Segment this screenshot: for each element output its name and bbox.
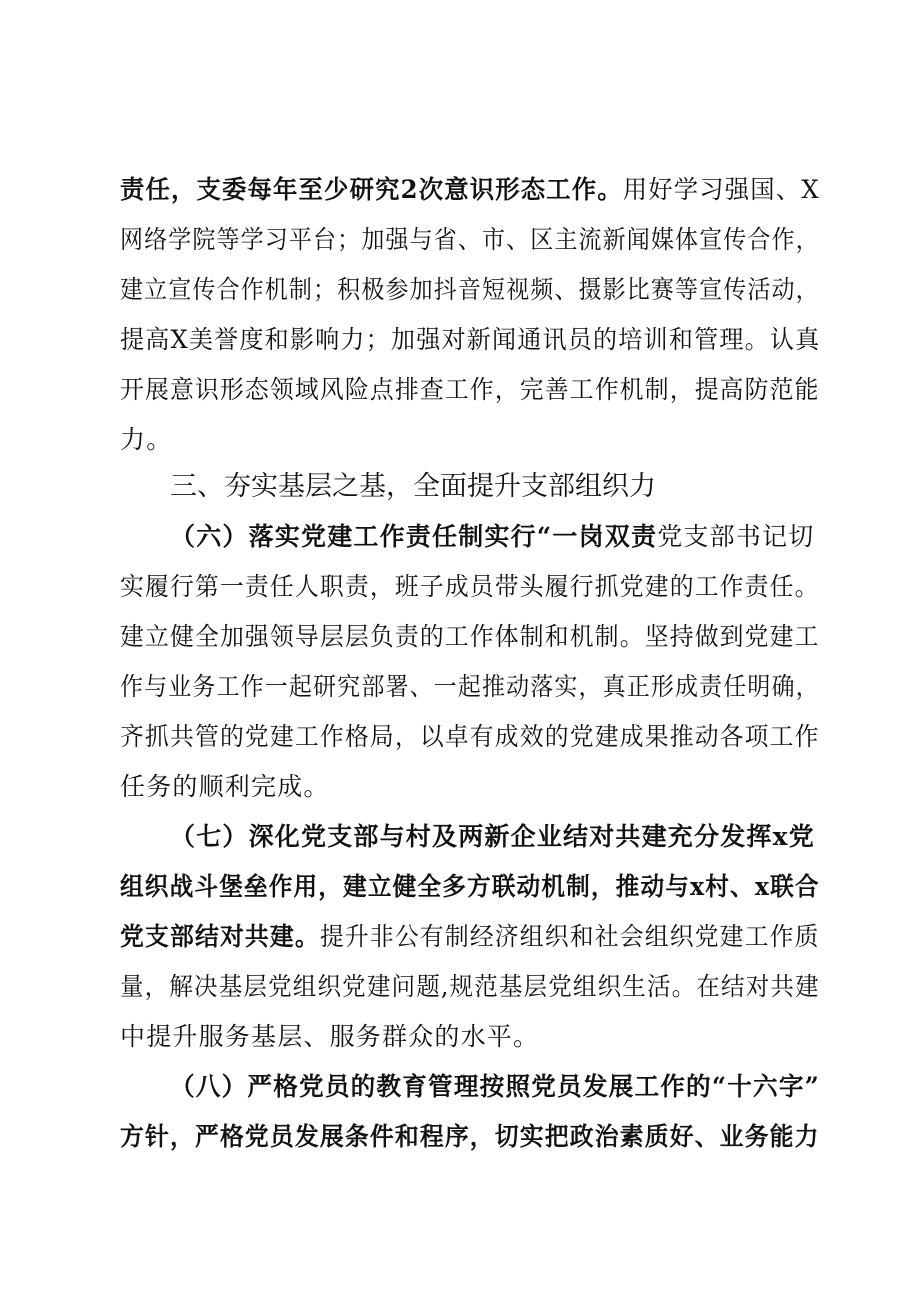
paragraph-line: 组织战斗堡垒作用，建立健全多方联动机制，推动与x村、x联合	[120, 872, 820, 901]
bold-text: 党支部结对共建。	[120, 922, 320, 951]
paragraph-line: 开展意识形态领域风险点排查工作，完善工作机制，提高防范能	[120, 375, 820, 404]
paragraph-line: 提高X美誉度和影响力；加强对新闻通讯员的培训和管理。认真	[120, 325, 821, 354]
bold-text: （六）落实党建工作责任制实行“一岗双责	[170, 522, 658, 551]
paragraph-line	[170, 520, 820, 554]
paragraph-line: 作与业务工作一起研究部署、一起推动落实，真正形成责任明确，	[120, 672, 820, 701]
bold-text: 责任，支委每年至少研究2次意识形态工作。	[120, 175, 623, 204]
paragraph-line: 量，解决基层党组织党建问题,规范基层党组织生活。在结对共建	[120, 972, 820, 1001]
paragraph-line: 建立宣传合作机制；积极参加抖音短视频、摄影比赛等宣传活动，	[120, 275, 820, 304]
body-text: 提升非公有制经济组织和社会组织党建工作质	[319, 922, 820, 951]
paragraph-line: （八）严格党员的教育管理按照党员发展工作的“十六字”	[170, 1072, 820, 1101]
paragraph-line: 方针，严格党员发展条件和程序，切实把政治素质好、业务能力	[120, 1122, 820, 1151]
paragraph-line: 实履行第一责任人职责，班子成员带头履行抓党建的工作责任。	[120, 572, 820, 601]
paragraph-line: （七）深化党支部与村及两新企业结对共建充分发挥x党	[170, 822, 815, 851]
paragraph-line: 齐抓共管的党建工作格局，以卓有成效的党建成果推动各项工作	[120, 722, 820, 751]
paragraph-line: 网络学院等学习平台；加强与省、市、区主流新闻媒体宣传合作，	[120, 225, 820, 254]
section-heading: 三、夯实基层之基，全面提升支部组织力	[170, 471, 656, 502]
paragraph-line: 任务的顺利完成。	[120, 772, 330, 801]
paragraph-line: 中提升服务基层、服务群众的水平。	[120, 1022, 540, 1051]
body-text: 用好学习强国、X	[622, 175, 820, 204]
paragraph-line	[120, 920, 820, 954]
paragraph-line: 建立健全加强领导层层负责的工作体制和机制。坚持做到党建工	[120, 622, 820, 651]
paragraph-line: 力。	[120, 425, 173, 454]
paragraph-line	[120, 173, 820, 207]
body-text: 党支部书记切	[657, 522, 815, 551]
